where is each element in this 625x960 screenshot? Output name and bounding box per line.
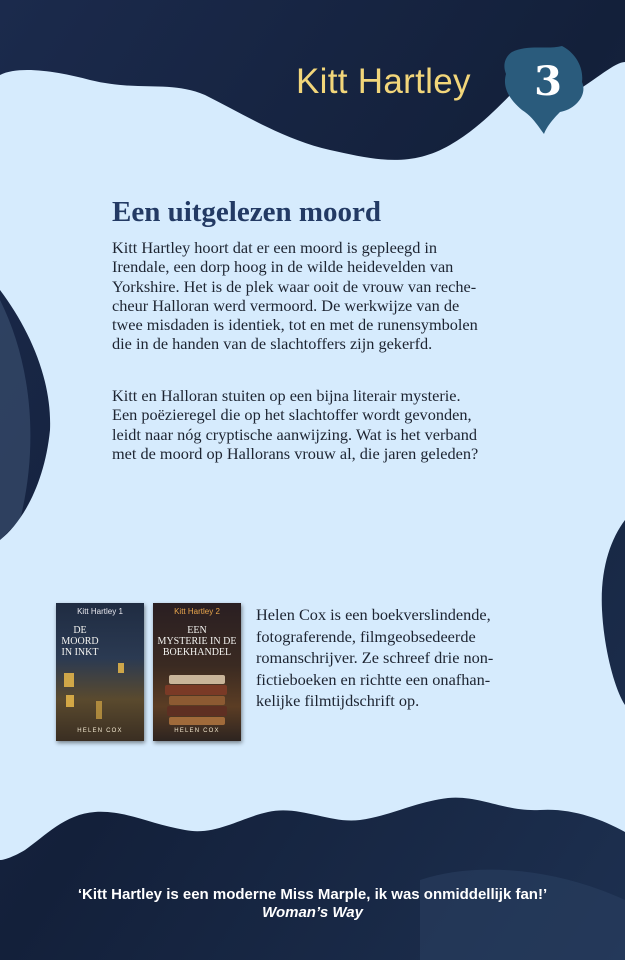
book-title-line: BOEKHANDEL [162,647,232,658]
book-series-label: Kitt Hartley 2 [174,607,220,616]
book-title-line: MOORD [61,636,99,647]
author-bio-line: fictieboeken en richtte een onafhan- [256,669,491,689]
book-title-line: MYSTERIE IN DE [157,636,237,647]
series-number-badge: 3 [534,58,562,105]
book-title [60,625,100,658]
description-paragraph-2 [112,386,522,463]
description-line: cheur Halloran werd vermoord. De werkwijze van de [112,295,460,315]
series-name: Kitt Hartley [296,62,471,101]
description-paragraph-1 [112,238,522,354]
book-cover-de-moord-in-inkt [56,603,144,741]
author-bio-line: fotograferende, filmgeobsedeerde [256,626,476,646]
author-bio [256,604,496,712]
review-quote: ‘Kitt Hartley is een moderne Miss Marple, ik was onmiddellijk fan!’ [77,886,548,903]
description-line: twee misdaden is identiek, tot en met de runensymbolen [112,315,478,335]
description-line: Een poëzieregel die op het slachtoffer wordt gevonden, [112,405,472,425]
author-bio-line: kelijke filmtijdschrift op. [256,691,420,711]
description-line: Yorkshire. Het is de plek waar ooit de vrouw van reche- [112,276,477,296]
book-cover-een-mysterie-in-de-boekhandel [153,603,241,741]
author-bio-line: Helen Cox is een boekverslindende, [256,605,491,624]
book-title-line: IN INKT [61,647,99,658]
description-line: die in de handen van de slachtoffers zijn gekerfd. [112,334,433,354]
book-title-line: DE [73,625,87,636]
description-line: met de moord op Hallorans vrouw al, die jaren geleden? [112,443,479,463]
description-line: Kitt Hartley hoort dat er een moord is gepleegd in [112,238,438,257]
description-line: Kitt en Halloran stuiten op een bijna literair mysterie. [112,386,461,405]
book-description-title: Een uitgelezen moord [112,196,382,228]
book-author: HELEN COX [77,728,123,734]
description-line: leidt naar nóg cryptische aanwijzing. Wat is het verband [112,424,478,444]
review-source: Woman’s Way [262,904,363,921]
description-line: Irendale, een dorp hoog in de wilde heidevelden van [112,257,454,277]
book-title [153,625,241,658]
author-bio-line: romanschrijver. Ze schreef drie non- [256,648,494,668]
book-series-label: Kitt Hartley 1 [77,607,123,616]
book-author: HELEN COX [174,728,220,734]
book-title-line: EEN [187,625,207,636]
